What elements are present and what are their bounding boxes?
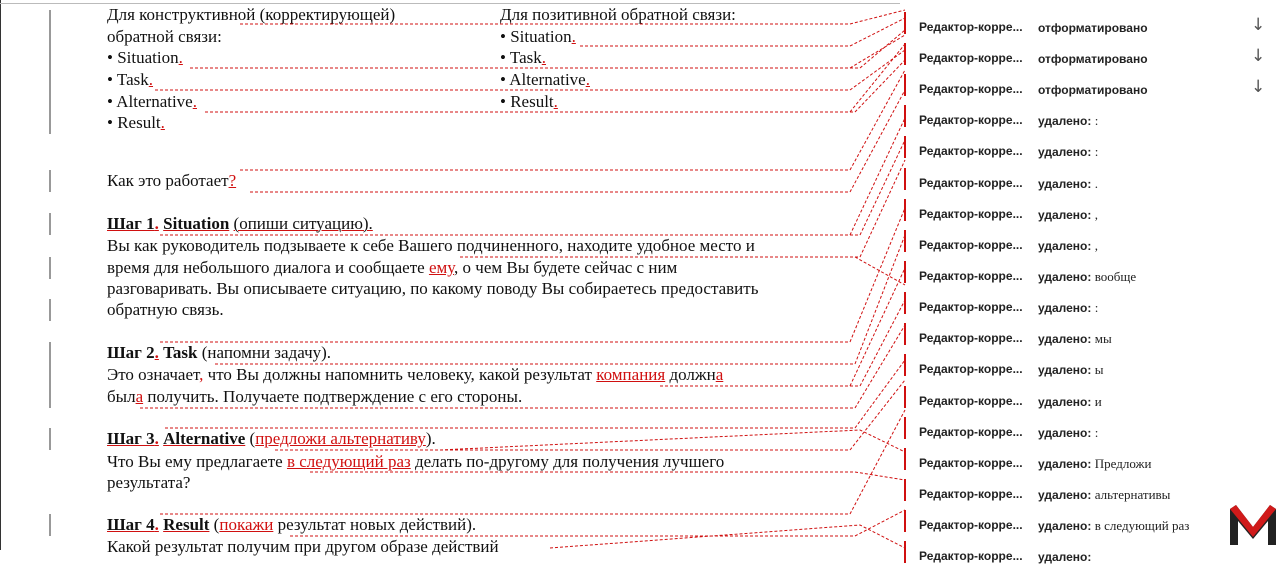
leader-line: [160, 118, 905, 235]
step-3-text: результата?: [107, 473, 191, 492]
revision-value: альтернативы: [1094, 487, 1171, 502]
revision-balloon[interactable]: [904, 162, 1280, 192]
revision-marker: [904, 417, 906, 439]
leader-line: [240, 70, 905, 170]
revision-author: Редактор-корре...: [919, 144, 1023, 158]
revision-value: .: [1094, 176, 1098, 191]
revision-value: :: [1094, 144, 1099, 159]
left-col-header-2: обратной связи:: [107, 27, 222, 46]
revision-balloon[interactable]: [904, 224, 1280, 254]
revision-author: Редактор-корре...: [919, 300, 1023, 314]
revision-marker: [904, 168, 906, 190]
right-col-item: • Task.: [500, 48, 547, 67]
revision-action: отформатировано: [1038, 83, 1148, 97]
revision-action: удалено: .: [1038, 176, 1098, 191]
revision-marker: [904, 479, 906, 501]
revision-balloon[interactable]: [904, 473, 1280, 503]
revision-action: удалено: Предложи: [1038, 456, 1152, 471]
right-col-item: • Situation.: [500, 27, 576, 46]
leader-line: [490, 257, 905, 285]
revision-author: Редактор-корре...: [919, 425, 1023, 439]
revision-balloon[interactable]: [904, 317, 1280, 347]
revision-action: удалено: :: [1038, 113, 1099, 128]
revision-value: :: [1094, 425, 1099, 440]
leader-line: [240, 10, 905, 24]
leader-line: [250, 90, 905, 192]
leader-line: [795, 300, 905, 386]
leader-line: [215, 235, 905, 364]
revision-action: удалено:: [1038, 550, 1092, 564]
revision-marker: [904, 541, 906, 563]
revision-marker: [904, 199, 906, 221]
revision-balloon[interactable]: [904, 130, 1280, 160]
revision-marker: [904, 448, 906, 470]
revision-action: удалено: вообще: [1038, 269, 1137, 284]
revision-action: отформатировано: [1038, 21, 1148, 35]
revision-balloon[interactable]: [904, 504, 1280, 534]
leader-line: [310, 472, 905, 480]
revision-action: удалено: альтернативы: [1038, 487, 1171, 502]
revision-author: Редактор-корре...: [919, 394, 1023, 408]
leader-line: [400, 140, 905, 235]
revision-author: Редактор-корре...: [919, 176, 1023, 190]
step-1-text: Вы как руководитель подзываете к себе Вашего подчиненного, находите удобное место и: [107, 236, 755, 255]
leader-line: [165, 360, 905, 428]
left-col-item: • Task.: [107, 70, 154, 89]
revision-balloon[interactable]: [904, 286, 1280, 316]
revision-value: ы: [1094, 362, 1104, 377]
revision-balloon[interactable]: [904, 68, 1280, 98]
left-col-item: • Result.: [107, 113, 165, 132]
down-arrow-icon[interactable]: ↓: [1251, 77, 1266, 97]
step-2-text: была получить. Получаете подтверждение с его стороны.: [107, 387, 523, 406]
step-3-text: Что Вы ему предлагаете в следующий раз делать по-другому для получения лучшего: [107, 452, 725, 471]
revision-marker: [904, 105, 906, 127]
revision-action: удалено: ы: [1038, 362, 1104, 377]
revision-author: Редактор-корре...: [919, 269, 1023, 283]
step-1-text: разговаривать. Вы описываете ситуацию, по какому поводу Вы собираетесь предоставить: [107, 279, 759, 298]
section-heading: Как это работает?: [107, 171, 237, 190]
revision-action: удалено: :: [1038, 425, 1099, 440]
revision-action: удалено: :: [1038, 300, 1099, 315]
revision-author: Редактор-корре...: [919, 51, 1023, 65]
leader-line: [275, 380, 905, 450]
revisions-pane: [904, 0, 1280, 564]
revision-balloon[interactable]: [904, 193, 1280, 223]
revision-author: Редактор-корре...: [919, 20, 1023, 34]
revision-balloon[interactable]: [904, 380, 1280, 410]
revision-action: отформатировано: [1038, 52, 1148, 66]
down-arrow-icon[interactable]: ↓: [1251, 46, 1266, 66]
revision-balloon[interactable]: [904, 348, 1280, 378]
m-logo-icon: [1228, 503, 1278, 547]
revision-author: Редактор-корре...: [919, 207, 1023, 221]
step-4-heading: Шаг 4. Result (покажи результат новых действий).: [107, 515, 477, 534]
right-col-header: Для позитивной обратной связи:: [500, 5, 736, 24]
step-1-heading: Шаг 1. Situation (опиши ситуацию).: [107, 214, 373, 233]
revision-value: в следующий раз: [1094, 518, 1190, 533]
revision-action: удалено: в следующий раз: [1038, 518, 1190, 533]
right-col-item: • Alternative.: [500, 70, 590, 89]
revision-value: ,: [1094, 238, 1098, 253]
revision-action: удалено: ,: [1038, 238, 1098, 253]
revision-marker: [904, 136, 906, 158]
revision-marker: [904, 43, 906, 65]
revision-action: удалено: :: [1038, 144, 1099, 159]
revision-balloon[interactable]: [904, 37, 1280, 67]
revision-author: Редактор-корре...: [919, 549, 1023, 563]
step-1-text: обратную связь.: [107, 300, 224, 319]
revision-author: Редактор-корре...: [919, 456, 1023, 470]
revision-balloon[interactable]: [904, 411, 1280, 441]
revision-marker: [904, 386, 906, 408]
left-col-header-1: Для конструктивной (корректирующей): [107, 5, 396, 24]
revision-author: Редактор-корре...: [919, 238, 1023, 252]
leader-line: [440, 430, 905, 452]
revision-marker: [904, 354, 906, 376]
revision-action: удалено: ,: [1038, 207, 1098, 222]
revision-author: Редактор-корре...: [919, 518, 1023, 532]
leader-line: [660, 268, 905, 386]
leader-line: [160, 410, 905, 514]
revision-balloon[interactable]: [904, 535, 1280, 565]
revision-marker: [904, 323, 906, 345]
left-col-item: • Situation.: [107, 48, 183, 67]
revision-author: Редактор-корре...: [919, 362, 1023, 376]
revision-balloon[interactable]: [904, 6, 1280, 36]
revision-value: :: [1094, 113, 1099, 128]
revision-balloon[interactable]: [904, 99, 1280, 129]
step-4-text: Какой результат получим при другом образе действий: [107, 537, 499, 556]
revision-action: удалено: и: [1038, 394, 1102, 409]
leader-line: [160, 208, 905, 342]
revision-value: Предложи: [1094, 456, 1152, 471]
step-2-heading: Шаг 2. Task (напомни задачу).: [107, 343, 332, 362]
revision-author: Редактор-корре...: [919, 82, 1023, 96]
right-col-item: • Result.: [500, 92, 558, 111]
revision-marker: [904, 230, 906, 252]
revision-marker: [904, 12, 906, 34]
revision-action: удалено: мы: [1038, 331, 1112, 346]
revision-author: Редактор-корре...: [919, 331, 1023, 345]
revision-marker: [904, 261, 906, 283]
down-arrow-icon[interactable]: ↓: [1251, 15, 1266, 35]
leader-line: [140, 325, 905, 408]
revision-value: ,: [1094, 207, 1098, 222]
left-col-item: • Alternative.: [107, 92, 197, 111]
leader-line: [190, 35, 905, 68]
revision-marker: [904, 74, 906, 96]
revision-value: :: [1094, 300, 1099, 315]
leader-line: [155, 50, 905, 90]
leader-line: [460, 160, 905, 257]
leader-line: [565, 44, 905, 112]
revision-author: Редактор-корре...: [919, 487, 1023, 501]
revision-marker: [904, 510, 906, 532]
revision-value: и: [1094, 394, 1102, 409]
revision-balloon[interactable]: [904, 255, 1280, 285]
revision-author: Редактор-корре...: [919, 113, 1023, 127]
revision-balloon[interactable]: [904, 442, 1280, 472]
step-3-heading: Шаг 3. Alternative (предложи альтернативу).: [107, 429, 436, 448]
revision-value: мы: [1094, 331, 1112, 346]
step-1-text: время для небольшого диалога и сообщаете ему, о чем Вы будете сейчас с ним: [107, 258, 678, 277]
revision-marker: [904, 292, 906, 314]
step-2-text: Это означает, что Вы должны напомнить человеку, какой результат компания должна: [107, 365, 724, 384]
revision-value: вообще: [1094, 269, 1137, 284]
